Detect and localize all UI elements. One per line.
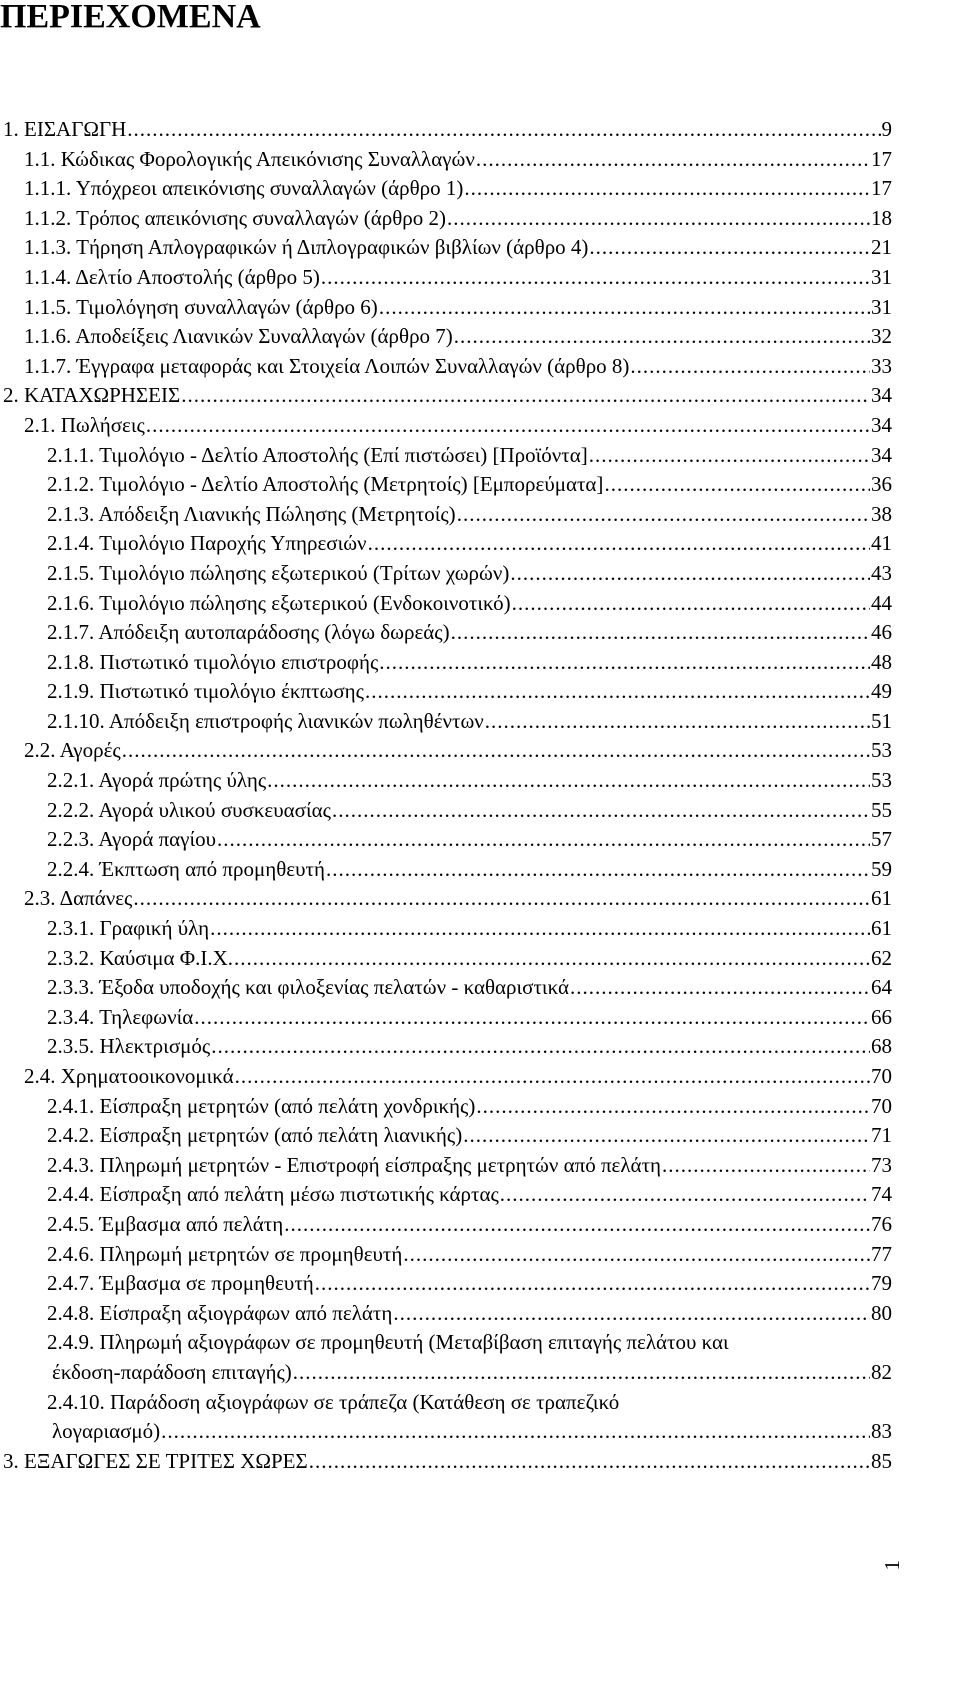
toc-leader-dots xyxy=(293,1358,870,1388)
toc-leader-dots xyxy=(500,1180,870,1210)
toc-leader-dots xyxy=(570,973,870,1003)
toc-entry-label: 2.2.4. Έκπτωση από προμηθευτή xyxy=(47,856,325,881)
toc-leader-dots xyxy=(485,707,870,737)
toc-entry[interactable] xyxy=(0,1032,892,1062)
toc-entry-label: 2.4.8. Είσπραξη αξιογράφων από πελάτη xyxy=(47,1300,393,1325)
toc-entry-label: 1.1.2. Τρόπος απεικόνισης συναλλαγών (άρθρο 2) xyxy=(24,205,446,230)
toc-entry[interactable] xyxy=(0,736,892,766)
toc-page-number: 64 xyxy=(871,975,892,1000)
toc-page-number: 34 xyxy=(871,412,892,437)
toc-leader-dots xyxy=(217,825,870,855)
toc-leader-dots xyxy=(476,1092,870,1122)
toc-page-number: 85 xyxy=(871,1448,892,1473)
toc-entry-label: 2.2.3. Αγορά παγίου xyxy=(47,827,217,852)
toc-entry[interactable] xyxy=(0,1180,892,1210)
toc-entry[interactable] xyxy=(0,559,892,589)
toc-entry-label: 2. ΚΑΤΑΧΩΡΗΣΕΙΣ xyxy=(3,383,181,408)
toc-entry[interactable] xyxy=(0,589,892,619)
toc-page-number: 41 xyxy=(871,531,892,556)
toc-page-number: 62 xyxy=(871,945,892,970)
toc-page-number: 31 xyxy=(871,294,892,319)
toc-entry-label: 2.3. Δαπάνες xyxy=(24,886,133,911)
toc-page-number: 74 xyxy=(871,1182,892,1207)
toc-entry-label: 2.3.5. Ηλεκτρισμός xyxy=(47,1034,211,1059)
toc-leader-dots xyxy=(447,204,870,234)
toc-entry-label: 2.4.5. Έμβασμα από πελάτη xyxy=(47,1211,284,1236)
toc-leader-dots xyxy=(309,1447,870,1477)
toc-page-number: 33 xyxy=(871,353,892,378)
toc-leader-dots xyxy=(393,1299,870,1329)
toc-page-number: 76 xyxy=(871,1211,892,1236)
toc-leader-dots xyxy=(368,529,870,559)
toc-entry[interactable] xyxy=(0,381,892,411)
toc-entry[interactable] xyxy=(0,1003,892,1033)
toc-leader-dots xyxy=(267,766,870,796)
toc-page-number: 61 xyxy=(871,886,892,911)
toc-entry[interactable] xyxy=(0,145,892,175)
toc-entry-label: 2.4. Χρηματοοικονομικά xyxy=(24,1064,234,1088)
toc-leader-dots xyxy=(194,1003,870,1033)
toc-page-number: 70 xyxy=(871,1093,892,1118)
toc-entry-label: 2.1.6. Τιμολόγιο πώλησης εξωτερικού (Ενδοκοινοτικό) xyxy=(47,590,511,615)
toc-leader-dots xyxy=(284,1210,870,1240)
toc-leader-dots xyxy=(476,145,870,175)
toc-entry[interactable] xyxy=(0,944,892,974)
toc-entry-label: 2.1.2. Τιμολόγιο - Δελτίο Αποστολής (Μετρητοίς) [Εμπορεύματα] xyxy=(47,472,604,497)
toc-leader-dots xyxy=(403,1240,870,1270)
toc-entry[interactable] xyxy=(0,825,892,855)
toc-entry-label: 2.1.4. Τιμολόγιο Παροχής Υπηρεσιών xyxy=(47,531,367,556)
toc-entry[interactable] xyxy=(0,766,892,796)
toc-page-number: 61 xyxy=(871,916,892,941)
toc-page-number: 21 xyxy=(871,235,892,260)
toc-entry-label: 2.4.7. Έμβασμα σε προμηθευτή xyxy=(47,1271,314,1296)
toc-entry[interactable] xyxy=(0,233,892,263)
toc-entry-label: 1. ΕΙΣΑΓΩΓΗ xyxy=(3,117,127,141)
toc-page-number: 17 xyxy=(871,146,892,171)
toc-entry-label: 2.3.1. Γραφική ύλη xyxy=(47,916,210,941)
toc-leader-dots xyxy=(234,944,870,974)
toc-leader-dots xyxy=(512,589,870,619)
toc-leader-dots xyxy=(133,884,870,914)
toc-entry-label-continued: λογαριασμό) xyxy=(52,1419,161,1444)
toc-entry-label: 2.4.1. Είσπραξη μετρητών (από πελάτη χονδρικής) xyxy=(47,1093,476,1118)
toc-page-number: 34 xyxy=(871,442,892,467)
toc-page-number: 73 xyxy=(871,1152,892,1177)
toc-entry-label: 2.3.3. Έξοδα υποδοχής και φιλοξενίας πελατών - καθαριστικά xyxy=(47,975,569,1000)
toc-entry[interactable] xyxy=(0,115,892,145)
toc-entry-label: 1.1.6. Αποδείξεις Λιανικών Συναλλαγών (άρθρο 7) xyxy=(24,324,453,349)
toc-page-number: 77 xyxy=(871,1241,892,1266)
toc-entry-label-continued: έκδοση-παράδοση επιταγής) xyxy=(52,1359,292,1384)
toc-entry-label: 2.1.5. Τιμολόγιο πώλησης εξωτερικού (Τρίτων χωρών) xyxy=(47,560,510,585)
toc-leader-dots xyxy=(510,559,870,589)
toc-entry[interactable] xyxy=(0,973,892,1003)
toc-entry-label: 2.4.6. Πληρωμή μετρητών σε προμηθευτή xyxy=(47,1241,403,1266)
toc-entry[interactable] xyxy=(0,174,892,204)
toc-entry-label: 2.3.2. Καύσιμα Φ.Ι.Χ. xyxy=(47,945,234,970)
toc-leader-dots xyxy=(315,1269,870,1299)
toc-leader-dots xyxy=(127,115,880,145)
page-number: 1 xyxy=(880,1560,904,1571)
toc-entry-label: 2.1.7. Απόδειξη αυτοπαράδοσης (λόγω δωρεάς) xyxy=(47,620,450,645)
toc-leader-dots xyxy=(604,470,870,500)
toc-leader-dots xyxy=(464,174,870,204)
toc-page-number: 51 xyxy=(871,708,892,733)
toc-entry[interactable] xyxy=(0,322,892,352)
toc-entry-label: 3. ΕΞΑΓΩΓΕΣ ΣΕ ΤΡΙΤΕΣ ΧΩΡΕΣ xyxy=(3,1448,308,1473)
toc-leader-dots xyxy=(146,411,870,441)
toc-entry-label: 1.1.5. Τιμολόγηση συναλλαγών (άρθρο 6) xyxy=(24,294,378,319)
toc-page-number: 82 xyxy=(871,1359,892,1384)
toc-entry[interactable] xyxy=(0,1062,892,1092)
toc-leader-dots xyxy=(122,736,870,766)
toc-entry-label: 1.1.7. Έγγραφα μεταφοράς και Στοιχεία Λοιπών Συναλλαγών (άρθρο 8) xyxy=(24,353,630,378)
toc-entry[interactable] xyxy=(0,1240,892,1270)
toc-entry[interactable] xyxy=(0,352,892,382)
toc-entry[interactable] xyxy=(0,914,892,944)
toc-page-number: 17 xyxy=(871,176,892,201)
toc-leader-dots xyxy=(463,1121,870,1151)
toc-entry[interactable] xyxy=(0,1269,892,1299)
toc-entry[interactable] xyxy=(0,470,892,500)
toc-page-number: 18 xyxy=(871,205,892,230)
toc-page-number: 68 xyxy=(871,1034,892,1059)
toc-entry-label: 2.3.4. Τηλεφωνία xyxy=(47,1004,194,1029)
toc-leader-dots xyxy=(161,1417,870,1447)
toc-page-number: 66 xyxy=(871,1004,892,1029)
toc-leader-dots xyxy=(451,618,870,648)
toc-leader-dots xyxy=(211,1032,870,1062)
toc-page-number: 55 xyxy=(871,797,892,822)
toc-page-number: 59 xyxy=(871,856,892,881)
toc-page-number: 70 xyxy=(871,1064,892,1088)
toc-entry[interactable] xyxy=(0,204,892,234)
toc-entry[interactable] xyxy=(0,441,892,471)
toc-leader-dots xyxy=(630,352,870,382)
toc-leader-dots xyxy=(321,263,870,293)
toc-page-number: 83 xyxy=(871,1419,892,1444)
toc-page-number: 46 xyxy=(871,620,892,645)
toc-entry-label: 1.1. Κώδικας Φορολογικής Απεικόνισης Συναλλαγών xyxy=(24,146,475,171)
toc-leader-dots xyxy=(235,1062,870,1092)
toc-entry[interactable] xyxy=(0,1151,892,1181)
toc-entry[interactable] xyxy=(0,855,892,885)
toc-page-number: 36 xyxy=(871,472,892,497)
toc-page-number: 44 xyxy=(871,590,892,615)
toc-entry-label: 2.1.10. Απόδειξη επιστροφής λιανικών πωληθέντων xyxy=(47,708,484,733)
toc-page-number: 80 xyxy=(871,1300,892,1325)
toc-entry-label: 1.1.4. Δελτίο Αποστολής (άρθρο 5) xyxy=(24,264,320,289)
toc-entry[interactable] xyxy=(0,1121,892,1151)
toc-entry[interactable] xyxy=(0,1210,892,1240)
toc-entry-label: 2.2. Αγορές xyxy=(24,738,121,763)
table-of-contents xyxy=(0,115,892,1476)
toc-entry-label: 2.1. Πωλήσεις xyxy=(24,412,145,437)
toc-entry[interactable] xyxy=(0,677,892,707)
toc-entry-label: 2.4.4. Είσπραξη από πελάτη μέσω πιστωτικής κάρτας xyxy=(47,1182,499,1207)
toc-entry[interactable] xyxy=(0,293,892,323)
toc-leader-dots xyxy=(332,796,870,826)
toc-entry-label: 2.1.8. Πιστωτικό τιμολόγιο επιστροφής xyxy=(47,649,379,674)
toc-page-number: 31 xyxy=(871,264,892,289)
toc-leader-dots xyxy=(457,500,870,530)
toc-entry[interactable] xyxy=(0,1388,892,1447)
toc-entry[interactable] xyxy=(0,500,892,530)
toc-entry-label: 2.4.2. Είσπραξη μετρητών (από πελάτη λιανικής) xyxy=(47,1123,463,1148)
toc-leader-dots xyxy=(662,1151,870,1181)
toc-page-number: 49 xyxy=(871,679,892,704)
toc-entry[interactable] xyxy=(0,1299,892,1329)
toc-leader-dots xyxy=(326,855,870,885)
toc-page-number: 53 xyxy=(871,738,892,763)
toc-page-number: 9 xyxy=(881,117,892,141)
toc-entry-label: 2.4.3. Πληρωμή μετρητών - Επιστροφή είσπραξης μετρητών από πελάτη xyxy=(47,1152,661,1177)
toc-entry-label: 2.2.2. Αγορά υλικού συσκευασίας xyxy=(47,797,331,822)
toc-entry[interactable] xyxy=(0,618,892,648)
toc-entry-label: 2.1.9. Πιστωτικό τιμολόγιο έκπτωσης xyxy=(47,679,364,704)
toc-entry-label: 2.1.3. Απόδειξη Λιανικής Πώλησης (Μετρητοίς) xyxy=(47,501,456,526)
toc-entry[interactable] xyxy=(0,1092,892,1122)
toc-leader-dots xyxy=(589,441,870,471)
toc-entry-label: 2.1.1. Τιμολόγιο - Δελτίο Αποστολής (Επί πιστώσει) [Προϊόντα] xyxy=(47,442,588,467)
toc-leader-dots xyxy=(589,233,870,263)
toc-entry[interactable] xyxy=(0,529,892,559)
toc-entry[interactable] xyxy=(0,707,892,737)
toc-entry[interactable] xyxy=(0,1447,892,1477)
toc-leader-dots xyxy=(454,322,870,352)
toc-page-number: 34 xyxy=(871,383,892,408)
toc-entry-label: 1.1.1. Υπόχρεοι απεικόνισης συναλλαγών (άρθρο 1) xyxy=(24,176,464,201)
toc-entry[interactable] xyxy=(0,263,892,293)
toc-page-number: 79 xyxy=(871,1271,892,1296)
toc-leader-dots xyxy=(181,381,870,411)
page-title: ΠΕΡΙΕΧΟΜΕΝΑ xyxy=(0,0,261,35)
toc-leader-dots xyxy=(379,648,870,678)
toc-page-number: 53 xyxy=(871,768,892,793)
toc-page-number: 43 xyxy=(871,560,892,585)
toc-leader-dots xyxy=(210,914,870,944)
toc-leader-dots xyxy=(379,293,870,323)
toc-entry-label: 1.1.3. Τήρηση Απλογραφικών ή Διπλογραφικών βιβλίων (άρθρο 4) xyxy=(24,235,589,260)
toc-entry[interactable] xyxy=(0,411,892,441)
toc-entry[interactable] xyxy=(0,1328,892,1387)
toc-entry-label: 2.4.10. Παράδοση αξιογράφων σε τράπεζα (Κατάθεση σε τραπεζικό xyxy=(47,1389,620,1414)
toc-page-number: 71 xyxy=(871,1123,892,1148)
toc-entry-label: 2.2.1. Αγορά πρώτης ύλης xyxy=(47,768,267,793)
toc-entry[interactable] xyxy=(0,884,892,914)
toc-leader-dots xyxy=(365,677,870,707)
toc-page-number: 32 xyxy=(871,324,892,349)
toc-entry[interactable] xyxy=(0,796,892,826)
toc-entry[interactable] xyxy=(0,648,892,678)
toc-entry-label: 2.4.9. Πληρωμή αξιογράφων σε προμηθευτή (Μεταβίβαση επιταγής πελάτου και xyxy=(47,1330,729,1355)
toc-page-number: 57 xyxy=(871,827,892,852)
toc-page-number: 48 xyxy=(871,649,892,674)
toc-page-number: 38 xyxy=(871,501,892,526)
